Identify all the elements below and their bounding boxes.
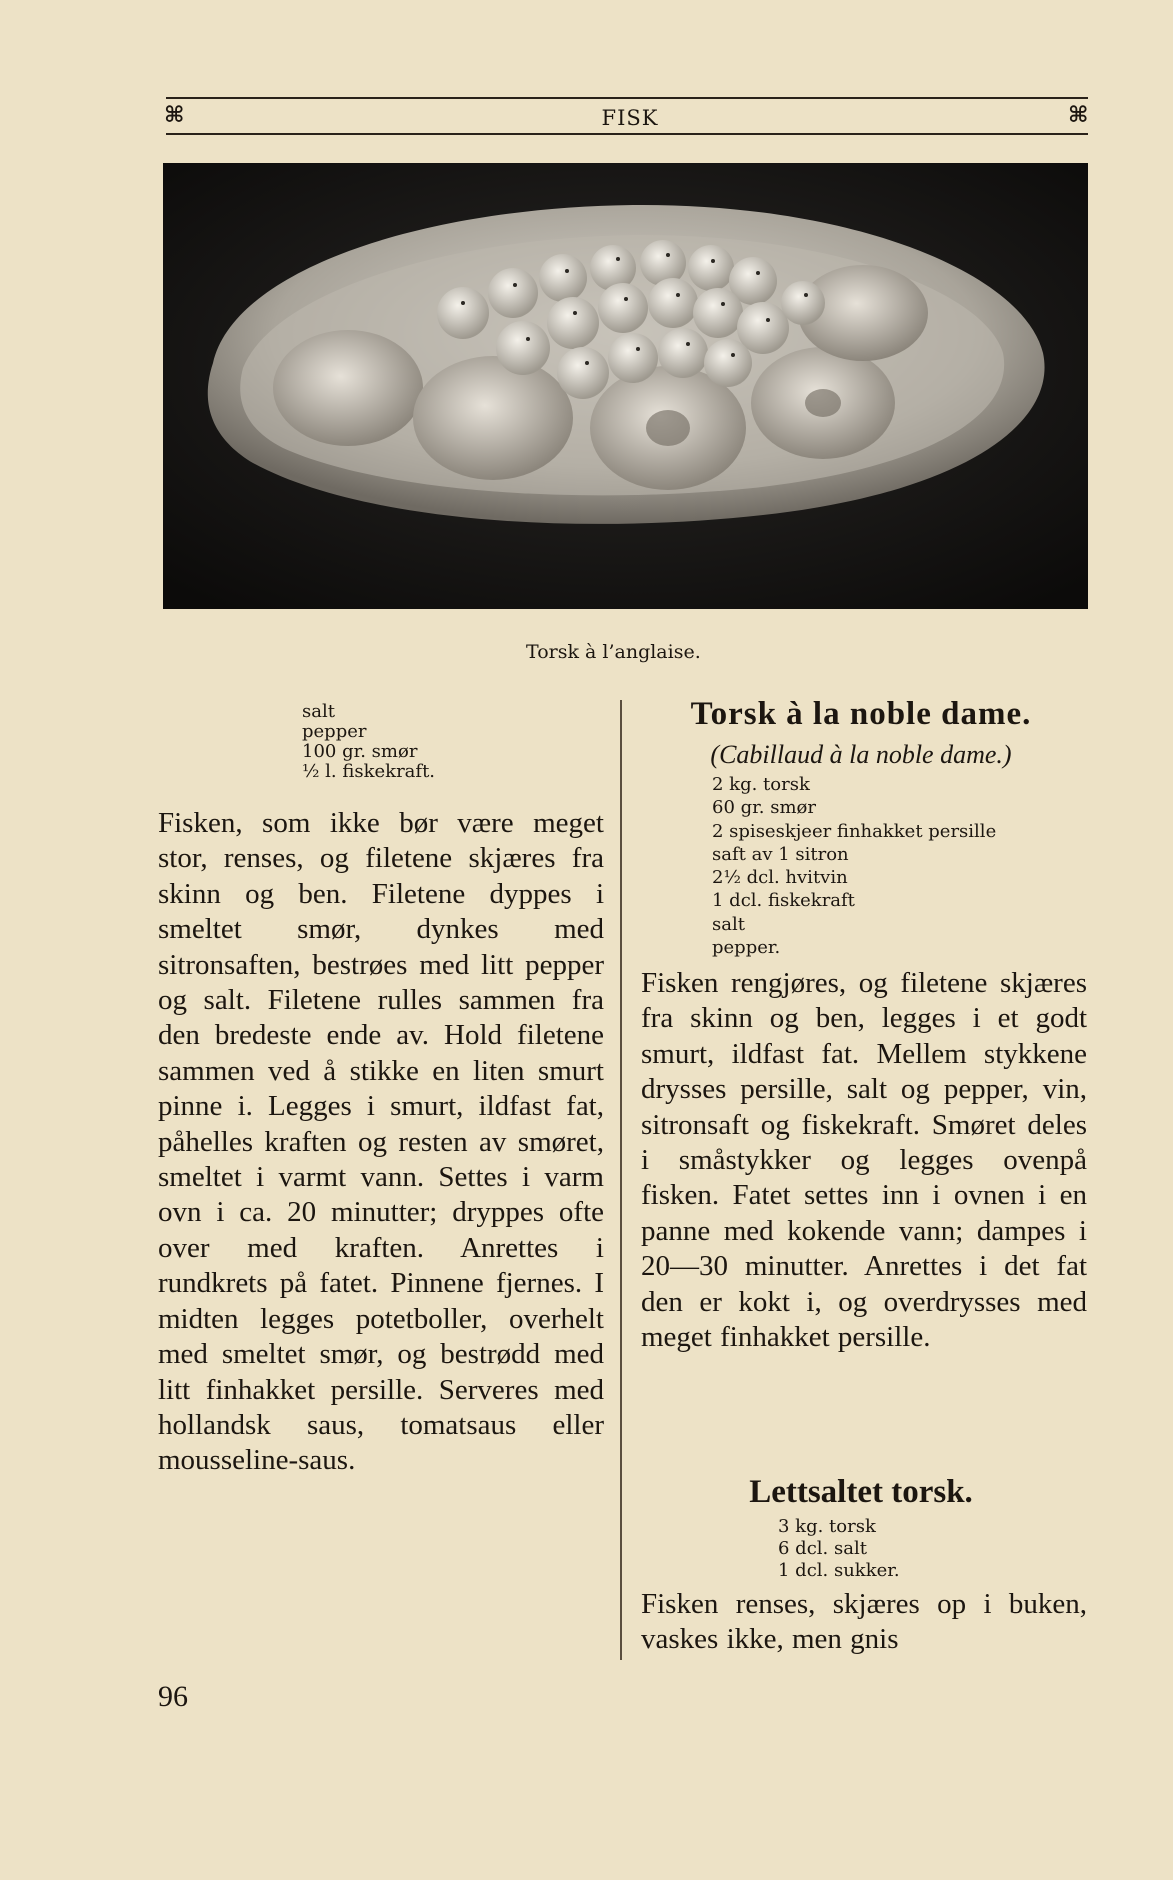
ingredient-line: ½ l. fiskekraft. (302, 761, 436, 782)
recipe-text-noble-dame: Fisken rengjøres, og filetene skjæres fra skinn og ben, legges i et godt smurt, ildfast fat. Mellem stykkene drysses persille, salt og pepper, vin, sitronsaft og fiskekraft. Smøret deles i småstykker og legges ovenpå fisken. Fatet settes inn i ovnen i en panne med kokende vann; dampes i 20—30 minutter. Anrettes i det fat den er kokt i, og overdrysses med meget finhakket persille. (641, 967, 1087, 1354)
ingredient-line: pepper (302, 721, 367, 742)
recipe-title-noble-dame: Torsk à la noble dame. (690, 696, 1032, 732)
recipe-text-lettsaltet: Fisken renses, skjæres op i buken, vaskes ikke, men gnis (641, 1588, 1087, 1656)
photo-caption: Torsk à l’anglaise. (526, 641, 701, 663)
recipe-subtitle-noble-dame: (Cabillaud à la noble dame.) (710, 740, 1012, 769)
ingredient-list-noble-dame (712, 773, 996, 959)
ingredient-line: 1 dcl. fiskekraft (712, 890, 855, 912)
header-rule-top (166, 97, 1088, 99)
ingredient-line: 2 kg. torsk (712, 774, 810, 795)
column-rule (620, 700, 622, 1660)
recipe-text-anglaise: Fisken, som ikke bør være meget stor, renses, og filetene skjæres fra skinn og ben. Filetene dyppes i smeltet smør, dynkes med sitronsaften, bestrøes med litt pepper og salt. Filetene rulles sammen fra den bredeste ende av. Hold filetene sammen ved å stikke en liten smurt pinne i. Legges i smurt, ildfast fat, påhelles kraften og resten av smøret, smeltet i varmt vann. Settes i varm ovn i ca. 20 minutter; dryppes ofte over med kraften. Anrettes i rundkrets på fatet. Pinnene fjernes. I midten legges potetboller, overhelt med smeltet smør, og bestrødd med litt finhakket persille. Serveres med hollandsk saus, tomatsaus eller mousseline-saus. (158, 807, 604, 1477)
ingredient-line: 6 dcl. salt (778, 1538, 867, 1559)
ingredient-line: pepper. (712, 937, 781, 959)
running-head: FISK (601, 106, 659, 130)
ingredient-line: saft av 1 sitron (712, 843, 849, 865)
ingredient-list-lettsaltet (778, 1516, 900, 1582)
recipe-title-lettsaltet: Lettsaltet torsk. (749, 1474, 973, 1510)
ingredient-list-left (302, 702, 435, 782)
ingredient-line: salt (712, 913, 745, 935)
ingredient-line: 60 gr. smør (712, 797, 816, 819)
ingredient-line: salt (302, 701, 335, 722)
ingredient-line: 2½ dcl. hvitvin (712, 867, 848, 889)
ingredient-line: 2 spiseskjeer finhakket persille (712, 820, 997, 842)
ingredient-line: 1 dcl. sukker. (778, 1560, 900, 1581)
header-ornament-right: ⌘ (1068, 102, 1089, 128)
header-ornament-left: ⌘ (164, 102, 185, 128)
dish-photo (163, 163, 1088, 609)
ingredient-line: 100 gr. smør (302, 741, 418, 762)
page-number: 96 (158, 1680, 188, 1713)
header-rule-bottom (166, 133, 1088, 135)
ingredient-line: 3 kg. torsk (778, 1516, 876, 1537)
